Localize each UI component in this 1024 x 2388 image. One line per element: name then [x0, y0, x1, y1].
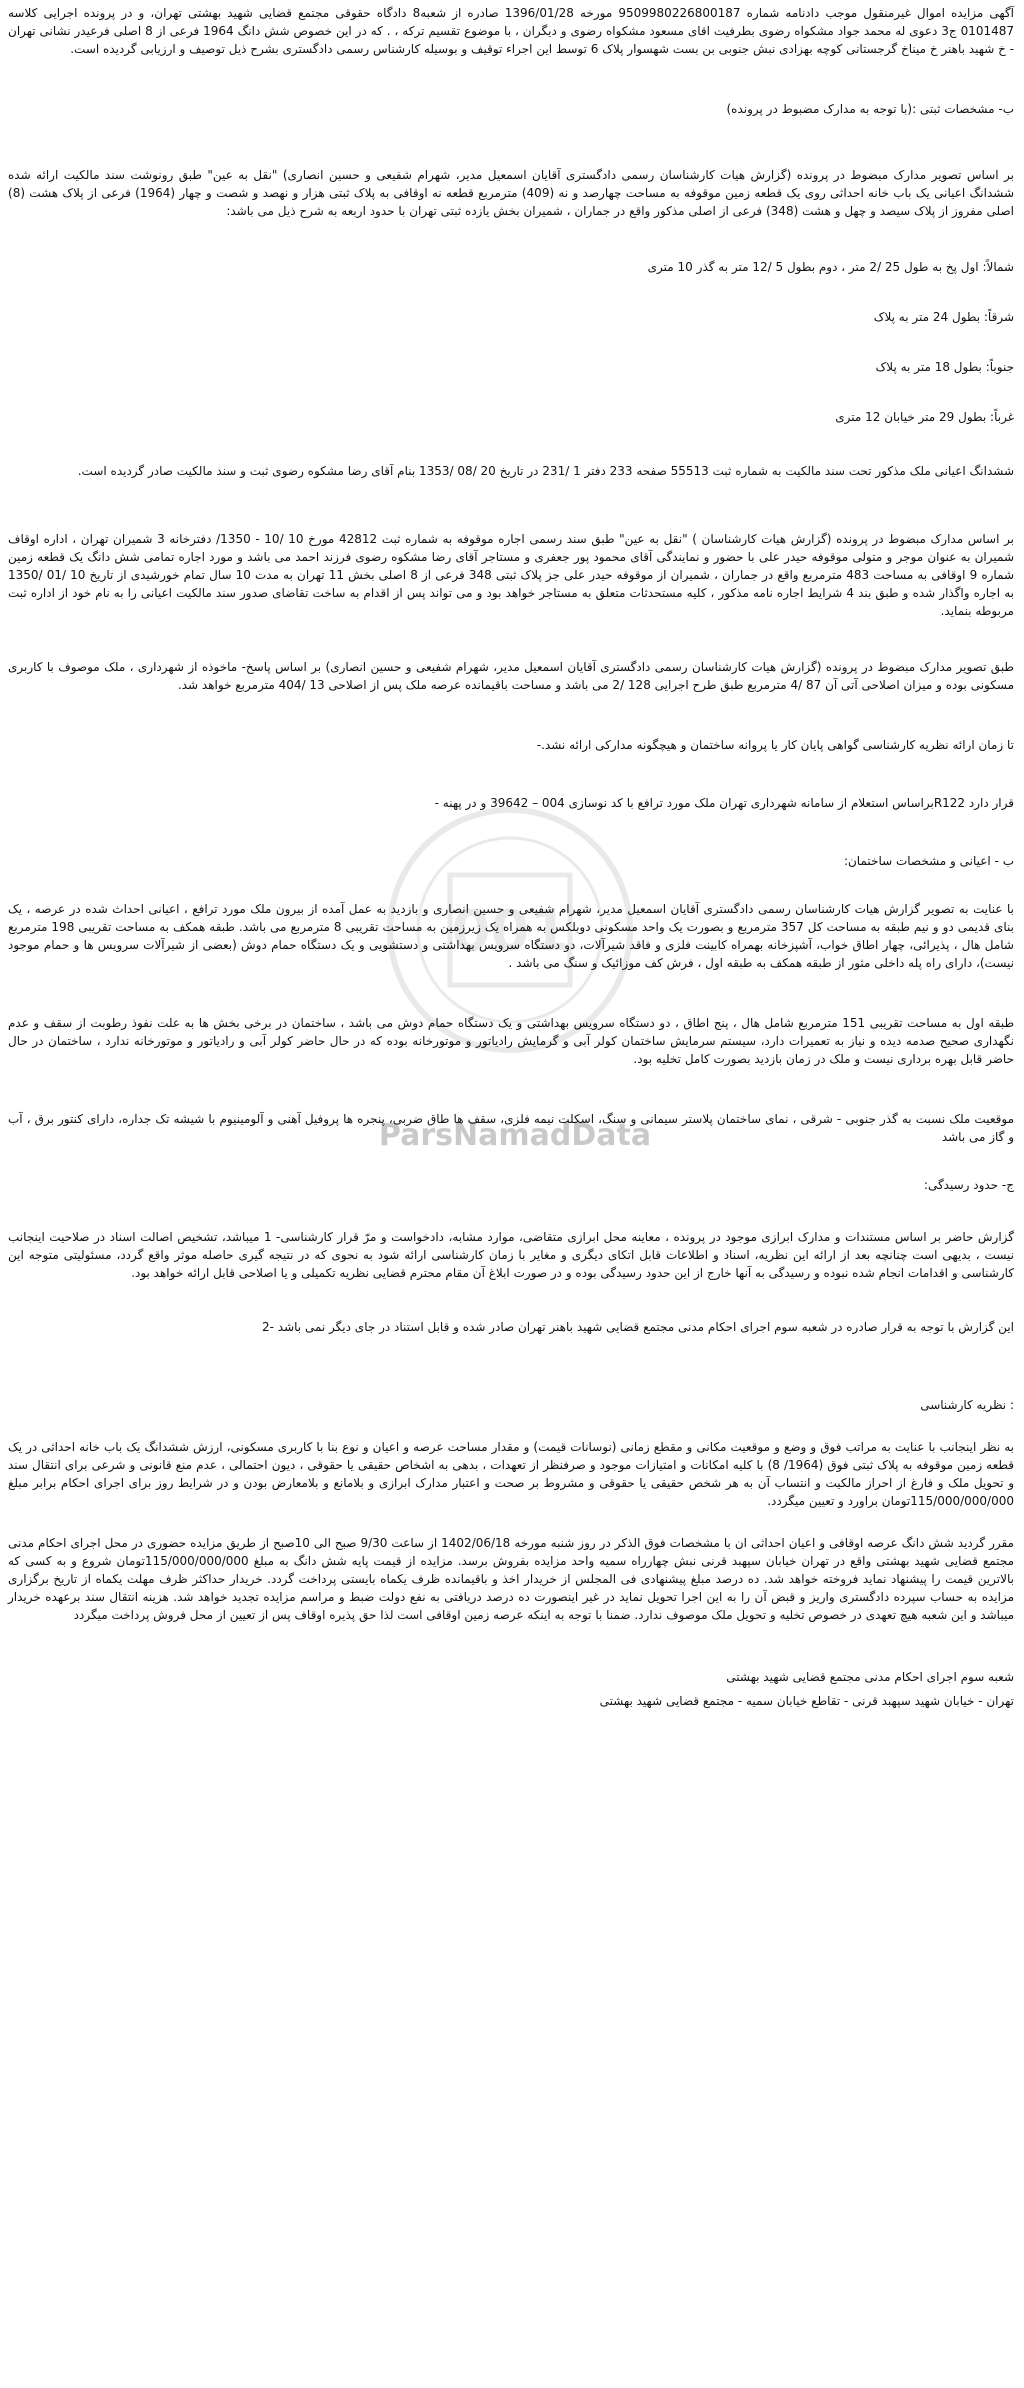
registration-paragraph: بر اساس تصویر مدارک مبضوط در پرونده (گزارش هیات کارشناسان رسمی دادگستری آقایان اسمعیل مدیر، شهرام شفیعی و حسین انصاری) "نقل به عین" طبق رونوشت سند مالکیت ارائه شده ششدانگ اعیانی یک باب خانه احداثی روی یک قطعه زمین موقوفه به مساحت چهارصد و نه (409) مترمربع قطعه نه اوقافی به پلاک ثبتی هزار و نهصد و شصت و چهار (1964) فرعی از پلاک هشت (8) اصلی مفروز از پلاک سیصد و چهل و هشت (348) فرعی از اصلی مذکور واقع در جماران ، شمیران بخش یازده ثبتی تهران با حدود اربعه به شرح ذیل می باشد:: [8, 168, 1014, 218]
certificate-paragraph: تا زمان ارائه نظریه کارشناسی گواهی پایان کار یا پروانه ساختمان و هیچگونه مدارکی ارائه نشد.-: [536, 738, 1014, 752]
building-paragraph-2: طبقه اول به مساحت تقریبی 151 مترمربع شامل هال ، پنج اطاق ، دو دستگاه سرویس بهداشتی و یک دستگاه حمام دوش می باشد ، ساختمان در برخی بخش ها به علت نفوذ رطوبت از سقف و عدم نگهداری صحیح صدمه دیده و نیاز به تعمیرات دارد، سیستم سرمایش ساختمان کولر آبی و گرمایش رادیاتور و موتورخانه بوده که در حال حاضر کولر آبی و رادیاتور و موتورخانه ندارد ، ساختمان در حال حاضر قابل بهره برداری نیست و ملک در زمان بازدید بصورت کامل تخلیه بود.: [8, 1016, 1014, 1066]
boundary-east: شرقاً: بطول 24 متر به پلاک: [873, 310, 1014, 324]
lease-paragraph: بر اساس مدارک مبضوط در پرونده (گزارش هیات کارشناسان ) "نقل به عین" طبق سند رسمی اجاره موقوفه به شماره ثبت 42812 مورخ 10 /10 - 1350/ دفترخانه 3 شمیران تهران ، اداره اوقاف شمیران به عنوان موجر و متولی موقوفه حیدر علی با حضور و نمایندگی آقای محمود پور جعفری و مستاجر آقای رضا مشکوه رضوی فرزند احمد می باشد و مورد اجاره تمامی شش دانگ یک قطعه زمین شماره 9 اوقافی به مساحت 483 مترمربع واقع در جماران ، شمیران از موقوفه حیدر علی جز پلاک ثبتی 348 فرعی از 8 اصلی بخش 11 تهران به مدت 10 سال تمام خورشیدی از تاریخ 10 /01 /1350 به اجاره واگذار شده و طبق بند 4 شرایط اجاره نامه مذکور ، کلیه مستحدثات متعلق به مستاجر خواهد بود و می تواند پس از اقدام به ساخت تقاضای صدور سند مالکیت اعیانی را به نام خود از اداره ثبت مربوطه بنماید.: [8, 532, 1015, 618]
zone-paragraph: قرار دارد R122براساس استعلام از سامانه شهرداری تهران ملک مورد ترافع با کد نوسازی 004 – 39642 و در پهنه -: [434, 796, 1014, 810]
boundary-west: غرباً: بطول 29 متر خیابان 12 متری: [835, 410, 1014, 424]
opinion-paragraph: به نظر اینجانب با عنایت به مراتب فوق و وضع و موقعیت مکانی و مقطع زمانی (نوسانات قیمت) و مقدار مساحت عرصه و اعیان و نوع بنا با کاربری مسکونی، ارزش ششدانگ یک باب خانه احداثی در یک قطعه زمین موقوفه به پلاک ثبتی فوق (1964/ 8) با کلیه امکانات و امتیازات موجود و صرفنظر از تعهدات ، بدهی به اشخاص حقیقی یا حقوقی ، دیون احتمالی ، عدم منع قانونی و شرعی برای انتقال سند و تحویل ملک و فارغ از احراز مالکیت و انتساب آن به هر شخص حقیقی یا حقوقی و مشروط بر صحت و اعتبار مدارک ابرازی و بلامانع و بلامعارض بودن و در شرایط روز برای اجرای احکام برابر مبلغ 115/000/000/000تومان براورد و تعیین میگردد.: [8, 1440, 1014, 1508]
scope-paragraph-2: این گزارش با توجه به قرار صادره در شعبه سوم اجرای احکام مدنی مجتمع قضایی شهید باهنر تهران صادر شده و قابل استناد در جای دیگر نمی باشد -2: [262, 1320, 1014, 1334]
boundary-north: شمالاً: اول پخ به طول 25 /2 متر ، دوم بطول 5 /12 متر به گذر 10 متری: [647, 260, 1014, 274]
section-building-title: ب - اعیانی و مشخصات ساختمان:: [843, 854, 1014, 868]
section-opinion-title: : نظریه کارشناسی: [920, 1398, 1014, 1412]
signature-branch: شعبه سوم اجرای احکام مدنی مجتمع قضایی شهید بهشتی: [726, 1670, 1014, 1684]
scope-paragraph-1: گزارش حاضر بر اساس مستندات و مدارک ابرازی موجود در پرونده ، معاینه محل ابرازی متقاضی، موارد مشابه، دادخواست و مرّ قرار کارشناسی- 1 میباشد، تشخیص اصالت اسناد در صلاحیت اینجانب نیست ، بدیهی است چنانچه بعد از ارائه این نظریه، اسناد و اطلاعات قابل اتکای دیگری و مغایر با زمان کارشناسی ارائه شود به نحوی که در نتیجه گیری حاصله موثر واقع گردد، مسئولیتی متوجه این کارشناسی و اقدامات انجام شده نبوده و رسیدگی به آنها خارج از این حدود رسیدگی بوده و در صورت ابلاغ آن مقام محترم قضایی نظریه تکمیلی و یا اصلاحی قابل ارائه خواهد بود.: [8, 1230, 1014, 1280]
boundary-south: جنوباً: بطول 18 متر به پلاک: [875, 360, 1014, 374]
watermark-brand: ParsNamadData: [378, 1118, 652, 1153]
watermark-digits: 001: [451, 899, 569, 964]
signature-address: تهران - خیابان شهید سپهبد قرنی - تقاطع خیابان سمیه - مجتمع قضایی شهید بهشتی: [599, 1694, 1014, 1708]
deed-paragraph: ششدانگ اعیانی ملک مذکور تحت سند مالکیت به شماره ثبت 55513 صفحه 233 دفتر 1 /231 در تاریخ 20 /08 /1353 بنام آقای رضا مشکوه رضوی ثبت و سند مالکیت صادر گردیده است.: [77, 464, 1014, 478]
area-paragraph: طبق تصویر مدارک مبضوط در پرونده (گزارش هیات کارشناسان رسمی دادگستری آقایان اسمعیل مدیر، شهرام شفیعی و حسین انصاری) بر اساس پاسخ- ماخوذه از شهرداری ، ملک موصوف با کاربری مسکونی بوده و میزان اصلاحی آتی آن 87 /4 مترمربع طبق طرح اجرایی 128 /2 می باشد و مساحت باقیمانده عرصه ملک پس از اصلاحی 13 /404 مترمربع خواهد شد.: [8, 660, 1014, 692]
section-scope-title: ج- حدود رسیدگی:: [923, 1178, 1014, 1192]
building-paragraph-1: با عنایت به تصویر گزارش هیات کارشناسان رسمی دادگستری آقایان اسمعیل مدیر، شهرام شفیعی و حسین انصاری و بازدید به عمل آمده از بیرون ملک مورد ترافع ، اعیانی احداث شده در عرصه ، یک بنای قدیمی دو و نیم طبقه به مساحت کل 357 مترمربع و بصورت یک واحد مسکونی دوبلکس به همراه یک زیرزمین به مساحت تقریبی 8 مترمربع می باشد. طبقه همکف به مساحت تقریبی 198 مترمربع شامل هال ، پذیرائی، چهار اطاق خواب، آشپزخانه بهمراه کابینت فلزی و فاقد شیرآلات، دو دستگاه سرویس بهداشتی و دستشویی و یک دستگاه حمام دوش (بعضی از شیرآلات سرویس ها و حمام موجود نیست)، دارای راه پله داخلی مثور از طبقه همکف به طبقه اول ، فرش کف موزائیک و سنگ می باشد .: [8, 902, 1014, 970]
intro-paragraph: آگهی مزایده اموال غیرمنقول موجب دادنامه شماره 9509980226800187 مورخه 1396/01/28 صادره از شعبه8 دادگاه حقوقی مجتمع قضایی شهید بهشتی تهران، و در پرونده اجرایی کلاسه 0101487 ج3 دعوی له محمد جواد مشکواه رضوی بطرفیت اقای مسعود مشکواه رضوی و دیگران ، با موضوع تقسیم ترکه ، . که در این خصوص شش دانگ 1964 فرعی از 8 اصلی فرعیدر نشانی تهران - خ شهید باهنر خ میناخ گرجستانی کوچه بهزادی نبش جنوبی بن بست شهسوار پلاک 6 توسط این اجراء توقیف و بوسیله کارشناس رسمی دادگستری بشرح ذیل توصیف و ارزیابی گردیده است.: [8, 6, 1015, 56]
section-b-title: ب- مشخصات ثبتی :(با توجه به مدارک مضبوط در پرونده): [726, 102, 1014, 116]
position-paragraph: موقعیت ملک نسبت به گذر جنوبی - شرقی ، نمای ساختمان پلاستر سیمانی و سنگ، اسکلت نیمه فلزی، سقف ها طاق ضربی، پنجره ها پروفیل آهنی و آلومینیوم با شیشه تک جداره، دارای کنتور برق ، آب و گاز می باشد: [8, 1112, 1014, 1144]
auction-terms-paragraph: مقرر گردید شش دانگ عرصه اوقافی و اعیان احداثی ان با مشخصات فوق الذکر در روز شنبه مورخه 1402/06/18 از ساعت 9/30 صبح الی 10صبح از طریق مزایده حضوری در محل اجرای احکام مدنی مجتمع قضایی شهید بهشتی واقع در تهران خیابان سپهبد قرنی نبش چهارراه سمیه واحد مزایده بفروش برسد. مزایده از قیمت پایه شش دانگ به مبلغ 115/000/000/000تومان شروع و به کسی که بالاترین قیمت را پیشنهاد نماید فروخته خواهد شد. ده درصد مبلغ پیشنهادی فی المجلس از خریدار اخذ و باقیمانده ظرف یکماه بایستی پرداخت گردد. خریدار حداکثر ظرف مهلت یکماه از تاریخ برگزاری مزایده به حساب سپرده دادگستری واریز و قبض آن را به این اجرا تحویل نماید در غیر اینصورت ده درصد دریافتی به نفع دولت ضبط و مراسم مزایده تجدید خواهد شد. هزینه انتقال سند برعهده خریدار میباشد و این شعبه هیچ تعهدی در خصوص تخلیه و تحویل ملک موصوف ندارد. ضمنا با توجه به اینکه عرصه زمین اوقافی است لذا حق پذیره اوقاف پس از تعیین از محل فروش پرداخت میگردد: [8, 1536, 1014, 1622]
